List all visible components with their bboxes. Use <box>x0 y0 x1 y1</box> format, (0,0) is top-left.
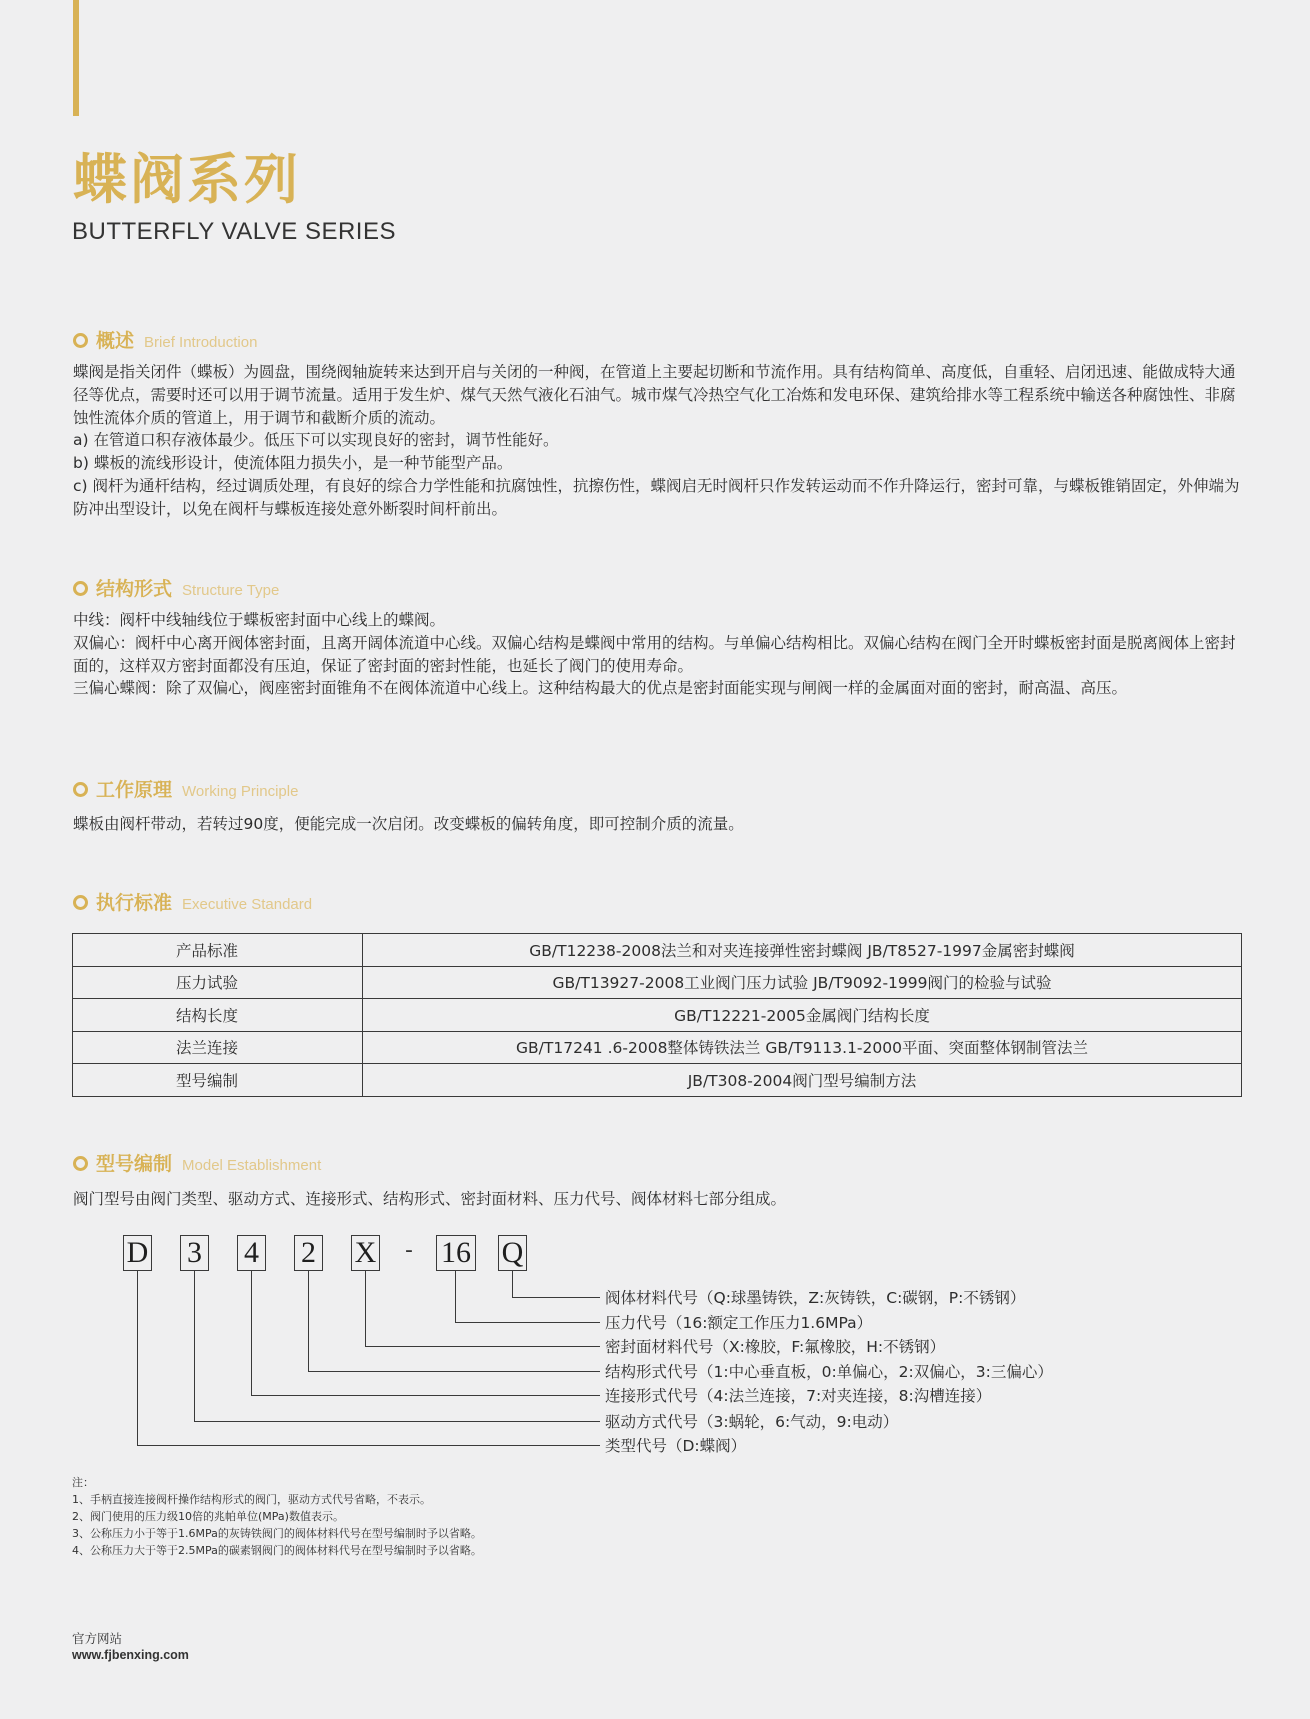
code-box-pressure: 16 <box>436 1235 476 1271</box>
code-box-connection: 4 <box>237 1235 266 1271</box>
standards-table <box>72 933 1242 1097</box>
section-principle-heading <box>73 775 298 802</box>
code-box-type: D <box>123 1235 152 1271</box>
legend-drive: 驱动方式代号（3:蜗轮，6:气动，9:电动） <box>605 1413 899 1431</box>
paragraph: 蝶板由阀杆带动，若转过90度，便能完成一次启闭。改变蝶板的偏转角度，即可控制介质的流量。 <box>73 815 744 833</box>
table-cell-value: GB/T17241 .6-2008整体铸铁法兰 GB/T9113.1-2000平面、突面整体钢制管法兰 <box>363 1031 1242 1064</box>
legend-body-material: 阀体材料代号（Q:球墨铸铁，Z:灰铸铁，C:碳钢，P:不锈钢） <box>605 1289 1026 1307</box>
table-cell-label: 法兰连接 <box>73 1031 363 1064</box>
section-model-title-cn: 型号编制 <box>96 1153 173 1175</box>
paragraph: b) 蝶板的流线形设计，使流体阻力损失小，是一种节能型产品。 <box>73 454 513 473</box>
table-row <box>73 1064 1242 1097</box>
paragraph: c) 阀杆为通杆结构，经过调质处理，有良好的综合力学性能和抗腐蚀性，抗擦伤性，蝶阀启无时阀杆只作发转运动而不作升降运行，密封可靠，与蝶板锥销固定，外伸端为防冲出型设计，以免在阀杆与蝶板连接处意外断裂时间杆前出。 <box>73 476 1240 518</box>
page-subtitle: BUTTERFLY VALVE SERIES <box>72 218 396 245</box>
section-structure-title-cn: 结构形式 <box>96 578 173 600</box>
legend-structure: 结构形式代号（1:中心垂直板，0:单偏心，2:双偏心，3:三偏心） <box>605 1363 1053 1381</box>
circle-bullet-icon <box>73 1156 88 1171</box>
table-cell-label: 结构长度 <box>73 999 363 1032</box>
section-structure-heading <box>73 574 279 601</box>
section-standard-title-cn: 执行标准 <box>96 892 173 914</box>
page-title: 蝶阀系列 <box>73 148 301 211</box>
paragraph: 双偏心：阀杆中心离开阀体密封面，且离开阔体流道中心线。双偏心结构是蝶阀中常用的结构。与单偏心结构相比。双偏心结构在阀门全开时蝶板密封面是脱离阀体上密封面的，这样双方密封面都没有压迫，保证了密封面的密封性能，也延长了阀门的使用寿命。 <box>73 633 1236 675</box>
table-cell-label: 产品标准 <box>73 934 363 967</box>
section-brief-heading <box>73 326 257 353</box>
section-brief-title-en: Brief Introduction <box>144 334 258 351</box>
footer <box>72 1630 189 1664</box>
code-box-body-material: Q <box>498 1235 527 1271</box>
note-item: 2、阀门使用的压力级10倍的兆帕单位(MPa)数值表示。 <box>72 1510 344 1523</box>
section-brief-title-cn: 概述 <box>96 330 135 352</box>
table-row <box>73 966 1242 999</box>
notes <box>72 1474 482 1559</box>
circle-bullet-icon <box>73 895 88 910</box>
table-row <box>73 999 1242 1032</box>
code-dash: - <box>405 1238 413 1263</box>
section-standard-heading <box>73 888 312 915</box>
table-row <box>73 934 1242 967</box>
legend-type: 类型代号（D:蝶阀） <box>605 1437 747 1455</box>
section-structure-title-en: Structure Type <box>182 582 280 599</box>
note-item: 1、手柄直接连接阀杆操作结构形式的阀门，驱动方式代号省略，不表示。 <box>72 1493 431 1506</box>
table-cell-value: GB/T12238-2008法兰和对夹连接弹性密封蝶阀 JB/T8527-1997金属密封蝶阀 <box>363 934 1242 967</box>
note-item: 4、公称压力大于等于2.5MPa的碳素钢阀门的阀体材料代号在型号编制时予以省略。 <box>72 1544 482 1557</box>
legend-pressure: 压力代号（16:额定工作压力1.6MPa） <box>605 1314 873 1332</box>
section-standard-title-en: Executive Standard <box>182 896 313 913</box>
code-box-seal: X <box>351 1235 380 1271</box>
code-box-structure: 2 <box>294 1235 323 1271</box>
circle-bullet-icon <box>73 333 88 348</box>
section-model-title-en: Model Establishment <box>182 1157 322 1174</box>
paragraph: 蝶阀是指关闭件（蝶板）为圆盘，围绕阀轴旋转来达到开启与关闭的一种阀，在管道上主要起切断和节流作用。具有结构简单、高度低，自重轻、启闭迅速、能做成特大通径等优点，需要时还可以用于调节流量。适用于发生炉、煤气天然气液化石油气。城市煤气冷热空气化工冶炼和发电环保、建筑给排水等工程系统中输送各种腐蚀性、非腐蚀性流体介质的管道上，用于调节和截断介质的流动。 <box>73 363 1236 427</box>
table-cell-value: GB/T13927-2008工业阀门压力试验 JB/T9092-1999阀门的检验与试验 <box>363 966 1242 999</box>
table-cell-label: 型号编制 <box>73 1064 363 1097</box>
footer-website-link[interactable]: www.fjbenxing.com <box>72 1648 189 1662</box>
footer-label: 官方网站 <box>72 1631 123 1646</box>
circle-bullet-icon <box>73 782 88 797</box>
paragraph: 中线：阀杆中线轴线位于蝶板密封面中心线上的蝶阀。 <box>73 611 446 629</box>
note-item: 3、公称压力小于等于1.6MPa的灰铸铁阀门的阀体材料代号在型号编制时予以省略。 <box>72 1527 482 1540</box>
table-cell-value: JB/T308-2004阀门型号编制方法 <box>363 1064 1242 1097</box>
code-box-drive: 3 <box>180 1235 209 1271</box>
circle-bullet-icon <box>73 581 88 596</box>
section-brief-body <box>73 361 1243 521</box>
section-principle-title-en: Working Principle <box>182 783 299 800</box>
section-structure-body <box>73 609 1243 700</box>
legend-seal-material: 密封面材料代号（X:橡胶，F:氟橡胶，H:不锈钢） <box>605 1338 946 1356</box>
section-principle-body <box>73 813 1243 836</box>
paragraph: 三偏心蝶阀：除了双偏心，阀座密封面锥角不在阀体流道中心线上。这种结构最大的优点是密封面能实现与闸阀一样的金属面对面的密封，耐高温、高压。 <box>73 679 1128 698</box>
section-model-heading <box>73 1149 321 1176</box>
leader-line <box>137 1271 600 1446</box>
section-principle-title-cn: 工作原理 <box>96 779 173 801</box>
notes-title: 注： <box>72 1476 94 1489</box>
table-cell-label: 压力试验 <box>73 966 363 999</box>
accent-bar <box>73 0 79 116</box>
section-model-intro: 阀门型号由阀门类型、驱动方式、连接形式、结构形式、密封面材料、压力代号、阀体材料七部分组成。 <box>73 1190 787 1208</box>
table-row <box>73 1031 1242 1064</box>
legend-connection: 连接形式代号（4:法兰连接，7:对夹连接，8:沟槽连接） <box>605 1387 992 1405</box>
paragraph: a) 在管道口积存液体最少。低压下可以实现良好的密封，调节性能好。 <box>73 431 559 450</box>
table-cell-value: GB/T12221-2005金属阀门结构长度 <box>363 999 1242 1032</box>
